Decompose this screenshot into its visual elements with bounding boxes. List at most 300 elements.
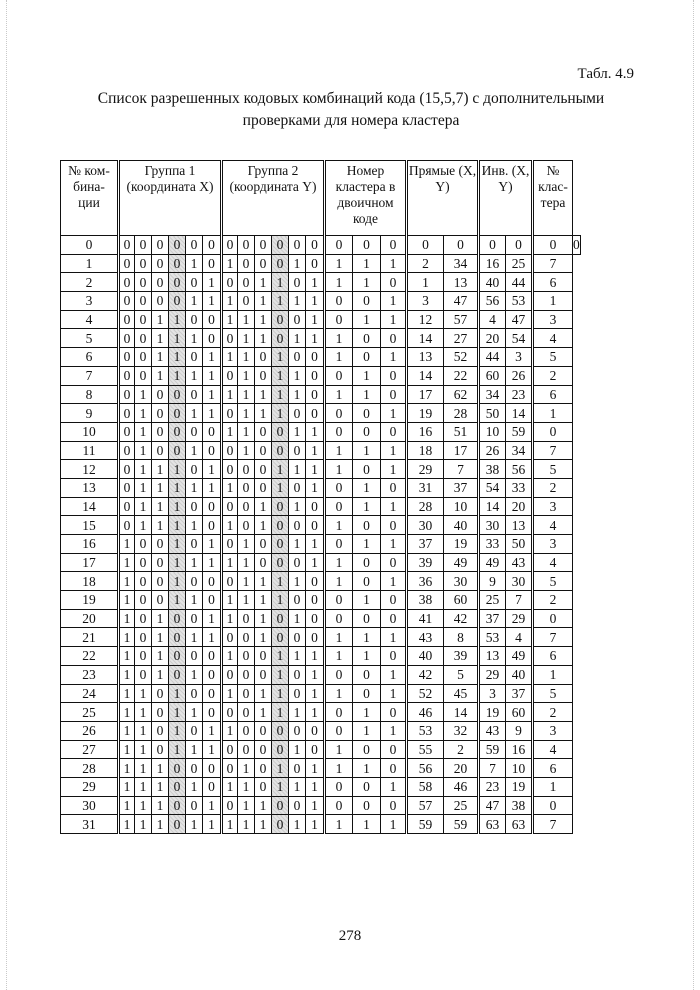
cell-g1-bit-4: 1 <box>169 684 186 703</box>
cell-cluster-bit-1: 1 <box>325 628 353 647</box>
cell-cluster-bit-2: 1 <box>353 647 381 666</box>
cell-direct-x: 57 <box>407 796 444 815</box>
cell-g2-bit-1: 0 <box>222 796 238 815</box>
cell-combination-number: 5 <box>61 329 119 348</box>
cell-direct-x: 55 <box>407 740 444 759</box>
cell-g1-bit-6: 1 <box>203 273 222 292</box>
cell-g2-bit-1: 0 <box>222 740 238 759</box>
cell-inverse-y: 63 <box>506 815 533 834</box>
cell-g1-bit-5: 0 <box>186 348 203 367</box>
cell-inverse-x: 4 <box>479 310 506 329</box>
cell-combination-number: 19 <box>61 591 119 610</box>
cell-g1-bit-3: 1 <box>152 366 169 385</box>
cell-g1-bit-6: 1 <box>203 740 222 759</box>
cell-g2-bit-2: 1 <box>238 591 255 610</box>
cell-cluster-bit-2: 1 <box>353 310 381 329</box>
cell-g2-bit-6: 1 <box>306 703 325 722</box>
cell-inverse-y: 14 <box>506 404 533 423</box>
table-row <box>61 366 581 385</box>
cell-g2-bit-3: 1 <box>255 609 272 628</box>
cell-g2-bit-5: 1 <box>289 329 306 348</box>
cell-g1-bit-2: 1 <box>135 441 152 460</box>
cell-cluster-number: 5 <box>533 572 573 591</box>
cell-inverse-x: 60 <box>479 366 506 385</box>
cell-direct-y: 42 <box>444 609 479 628</box>
cell-cluster-bit-1: 0 <box>325 310 353 329</box>
cell-cluster-bit-1: 0 <box>325 422 353 441</box>
cell-inverse-y: 0 <box>506 236 533 255</box>
cell-cluster-bit-3: 0 <box>381 385 407 404</box>
cell-cluster-number: 6 <box>533 647 573 666</box>
cell-g1-bit-6: 0 <box>203 497 222 516</box>
cell-direct-x: 19 <box>407 404 444 423</box>
cell-g1-bit-6: 1 <box>203 478 222 497</box>
cell-direct-x: 39 <box>407 553 444 572</box>
cell-combination-number: 29 <box>61 777 119 796</box>
cell-g1-bit-3: 1 <box>152 460 169 479</box>
cell-g1-bit-1: 1 <box>119 628 135 647</box>
cell-inverse-y: 43 <box>506 553 533 572</box>
cell-g2-bit-4: 0 <box>272 815 289 834</box>
cell-inverse-y: 26 <box>506 366 533 385</box>
table-row <box>61 329 581 348</box>
cell-g2-bit-3: 1 <box>255 572 272 591</box>
cell-g2-bit-4: 0 <box>272 516 289 535</box>
cell-direct-y: 51 <box>444 422 479 441</box>
cell-g2-bit-5: 1 <box>289 385 306 404</box>
cell-g1-bit-1: 0 <box>119 254 135 273</box>
table-row <box>61 348 581 367</box>
cell-inverse-x: 14 <box>479 497 506 516</box>
cell-g2-bit-6: 1 <box>306 310 325 329</box>
cell-cluster-bit-3: 0 <box>381 609 407 628</box>
table-number: Табл. 4.9 <box>577 66 634 82</box>
cell-combination-number: 15 <box>61 516 119 535</box>
cell-g1-bit-1: 0 <box>119 292 135 311</box>
cell-cluster-bit-2: 0 <box>353 553 381 572</box>
cell-direct-x: 1 <box>407 273 444 292</box>
cell-inverse-x: 19 <box>479 703 506 722</box>
cell-combination-number: 25 <box>61 703 119 722</box>
cell-inverse-x: 23 <box>479 777 506 796</box>
cell-g2-bit-2: 0 <box>238 628 255 647</box>
table-row <box>61 310 581 329</box>
cell-inverse-y: 40 <box>506 665 533 684</box>
cell-direct-y: 60 <box>444 591 479 610</box>
cell-g2-bit-5: 0 <box>289 441 306 460</box>
cell-g1-bit-6: 1 <box>203 348 222 367</box>
cell-cluster-bit-1: 0 <box>325 404 353 423</box>
cell-inverse-x: 59 <box>479 740 506 759</box>
cell-g2-bit-4: 0 <box>272 497 289 516</box>
cell-g1-bit-3: 1 <box>152 516 169 535</box>
cell-inverse-y: 10 <box>506 759 533 778</box>
cell-direct-y: 25 <box>444 796 479 815</box>
cell-inverse-y: 54 <box>506 329 533 348</box>
cell-g1-bit-5: 0 <box>186 796 203 815</box>
cell-g2-bit-5: 0 <box>289 348 306 367</box>
cell-g1-bit-6: 0 <box>203 647 222 666</box>
cell-inverse-y: 59 <box>506 422 533 441</box>
cell-g1-bit-5: 1 <box>186 591 203 610</box>
cell-direct-x: 38 <box>407 591 444 610</box>
cell-g1-bit-1: 0 <box>119 516 135 535</box>
cell-g2-bit-1: 1 <box>222 348 238 367</box>
cell-cluster-bit-3: 0 <box>381 516 407 535</box>
cell-g2-bit-4: 1 <box>272 684 289 703</box>
cell-g2-bit-2: 0 <box>238 478 255 497</box>
cell-g2-bit-2: 0 <box>238 273 255 292</box>
cell-direct-y: 37 <box>444 478 479 497</box>
cell-g2-bit-5: 0 <box>289 478 306 497</box>
cell-combination-number: 0 <box>61 236 119 255</box>
cell-cluster-number: 4 <box>533 553 573 572</box>
cell-g1-bit-2: 1 <box>135 777 152 796</box>
cell-g1-bit-6: 0 <box>203 310 222 329</box>
cell-g2-bit-6: 1 <box>306 292 325 311</box>
cell-g2-bit-4: 0 <box>272 441 289 460</box>
cell-g2-bit-1: 0 <box>222 572 238 591</box>
cell-g1-bit-6: 0 <box>203 703 222 722</box>
cell-direct-y: 22 <box>444 366 479 385</box>
table-row <box>61 609 581 628</box>
cell-g1-bit-1: 1 <box>119 796 135 815</box>
cell-cluster-number: 7 <box>533 254 573 273</box>
cell-g1-bit-1: 1 <box>119 740 135 759</box>
cell-cluster-bit-3: 0 <box>381 236 407 255</box>
table-row <box>61 553 581 572</box>
cell-g2-bit-6: 0 <box>306 366 325 385</box>
cell-g2-bit-6: 1 <box>306 478 325 497</box>
cell-g2-bit-6: 1 <box>306 684 325 703</box>
cell-g2-bit-5: 0 <box>289 310 306 329</box>
cell-cluster-bit-2: 0 <box>353 740 381 759</box>
cell-g1-bit-6: 0 <box>203 684 222 703</box>
cell-inverse-y: 47 <box>506 310 533 329</box>
cell-g2-bit-5: 0 <box>289 684 306 703</box>
cell-combination-number: 26 <box>61 721 119 740</box>
cell-g1-bit-6: 1 <box>203 385 222 404</box>
cell-cluster-bit-1: 1 <box>325 348 353 367</box>
cell-cluster-bit-3: 1 <box>381 404 407 423</box>
cell-g1-bit-6: 1 <box>203 366 222 385</box>
cell-g1-bit-6: 0 <box>203 759 222 778</box>
cell-g2-bit-4: 1 <box>272 366 289 385</box>
cell-g2-bit-6: 1 <box>306 815 325 834</box>
cell-combination-number: 7 <box>61 366 119 385</box>
cell-inverse-x: 9 <box>479 572 506 591</box>
cell-g2-bit-2: 1 <box>238 404 255 423</box>
cell-g2-bit-5: 0 <box>289 628 306 647</box>
cell-g1-bit-2: 1 <box>135 740 152 759</box>
cell-inverse-x: 63 <box>479 815 506 834</box>
cell-cluster-number: 3 <box>533 721 573 740</box>
cell-g1-bit-1: 0 <box>119 366 135 385</box>
cell-g1-bit-2: 1 <box>135 721 152 740</box>
cell-cluster-bit-1: 1 <box>325 441 353 460</box>
cell-g2-bit-3: 0 <box>255 777 272 796</box>
cell-g2-bit-2: 0 <box>238 721 255 740</box>
cell-g2-bit-6: 1 <box>306 796 325 815</box>
cell-inverse-x: 37 <box>479 609 506 628</box>
cell-combination-number: 21 <box>61 628 119 647</box>
cell-g2-bit-2: 1 <box>238 441 255 460</box>
cell-g2-bit-3: 1 <box>255 684 272 703</box>
cell-cluster-number: 4 <box>533 516 573 535</box>
cell-g2-bit-6: 1 <box>306 553 325 572</box>
cell-g1-bit-4: 1 <box>169 348 186 367</box>
cell-g1-bit-5: 1 <box>186 404 203 423</box>
cell-inverse-y: 33 <box>506 478 533 497</box>
cell-cluster-number: 5 <box>533 348 573 367</box>
cell-inverse-x: 13 <box>479 647 506 666</box>
cell-direct-x: 12 <box>407 310 444 329</box>
cell-g2-bit-3: 0 <box>255 665 272 684</box>
cell-direct-x: 59 <box>407 815 444 834</box>
cell-g1-bit-5: 1 <box>186 516 203 535</box>
cell-g1-bit-2: 0 <box>135 535 152 554</box>
cell-inverse-x: 54 <box>479 478 506 497</box>
cell-g1-bit-3: 1 <box>152 609 169 628</box>
cell-cluster-bit-2: 1 <box>353 759 381 778</box>
cell-cluster-bit-3: 0 <box>381 273 407 292</box>
cell-combination-number: 2 <box>61 273 119 292</box>
cell-cluster-bit-2: 1 <box>353 591 381 610</box>
cell-direct-x: 41 <box>407 609 444 628</box>
cell-g2-bit-5: 0 <box>289 759 306 778</box>
cell-cluster-bit-3: 0 <box>381 329 407 348</box>
cell-g2-bit-3: 1 <box>255 385 272 404</box>
cell-g1-bit-4: 1 <box>169 310 186 329</box>
cell-cluster-bit-2: 0 <box>353 796 381 815</box>
cell-g2-bit-1: 1 <box>222 684 238 703</box>
cell-g1-bit-2: 0 <box>135 329 152 348</box>
cell-g2-bit-2: 0 <box>238 516 255 535</box>
cell-direct-x: 56 <box>407 759 444 778</box>
cell-inverse-y: 44 <box>506 273 533 292</box>
scan-edge-right <box>693 0 694 990</box>
cell-direct-x: 52 <box>407 684 444 703</box>
cell-g1-bit-6: 0 <box>203 777 222 796</box>
cell-g1-bit-6: 1 <box>203 535 222 554</box>
cell-g2-bit-2: 1 <box>238 366 255 385</box>
caption-line-2: проверками для номера кластера <box>242 112 460 129</box>
cell-inverse-y: 56 <box>506 460 533 479</box>
cell-g1-bit-4: 1 <box>169 478 186 497</box>
cell-g2-bit-2: 1 <box>238 535 255 554</box>
cell-g2-bit-1: 1 <box>222 422 238 441</box>
cell-g1-bit-5: 0 <box>186 609 203 628</box>
cell-g1-bit-3: 0 <box>152 721 169 740</box>
cell-g1-bit-5: 0 <box>186 273 203 292</box>
cell-direct-x: 17 <box>407 385 444 404</box>
cell-cluster-bit-2: 1 <box>353 273 381 292</box>
cell-inverse-x: 33 <box>479 535 506 554</box>
cell-g1-bit-3: 0 <box>152 254 169 273</box>
table-row <box>61 497 581 516</box>
cell-inverse-x: 26 <box>479 441 506 460</box>
cell-g1-bit-1: 1 <box>119 609 135 628</box>
cell-g1-bit-3: 1 <box>152 759 169 778</box>
cell-g1-bit-2: 0 <box>135 665 152 684</box>
cell-direct-y: 46 <box>444 777 479 796</box>
cell-cluster-number: 5 <box>533 460 573 479</box>
cell-cluster-bit-2: 1 <box>353 478 381 497</box>
cell-g2-bit-2: 0 <box>238 497 255 516</box>
cell-g1-bit-5: 0 <box>186 759 203 778</box>
cell-cluster-bit-3: 1 <box>381 777 407 796</box>
cell-cluster-bit-1: 1 <box>325 647 353 666</box>
cell-cluster-number: 7 <box>533 628 573 647</box>
cell-cluster-bit-1: 1 <box>325 572 353 591</box>
cell-g2-bit-6: 0 <box>306 348 325 367</box>
cell-cluster-bit-3: 1 <box>381 310 407 329</box>
cell-cluster-bit-1: 0 <box>325 665 353 684</box>
cell-g1-bit-4: 1 <box>169 329 186 348</box>
cell-g1-bit-6: 0 <box>203 329 222 348</box>
cell-g2-bit-6: 1 <box>306 329 325 348</box>
cell-g2-bit-2: 1 <box>238 815 255 834</box>
cell-g1-bit-6: 0 <box>203 254 222 273</box>
cell-g1-bit-2: 0 <box>135 348 152 367</box>
cell-g1-bit-5: 0 <box>186 647 203 666</box>
cell-cluster-number: 0 <box>533 796 573 815</box>
cell-cluster-bit-3: 0 <box>381 703 407 722</box>
cell-g2-bit-4: 0 <box>272 236 289 255</box>
cell-g1-bit-1: 1 <box>119 553 135 572</box>
cell-g2-bit-2: 0 <box>238 740 255 759</box>
cell-cluster-number: 2 <box>533 591 573 610</box>
cell-g1-bit-5: 1 <box>186 740 203 759</box>
cell-g1-bit-4: 1 <box>169 721 186 740</box>
cell-g2-bit-3: 1 <box>255 292 272 311</box>
cell-combination-number: 20 <box>61 609 119 628</box>
cell-g1-bit-4: 1 <box>169 591 186 610</box>
cell-g2-bit-6: 0 <box>306 628 325 647</box>
cell-inverse-y: 20 <box>506 497 533 516</box>
cell-cluster-bit-2: 1 <box>353 254 381 273</box>
cell-g2-bit-5: 1 <box>289 815 306 834</box>
cell-cluster-bit-1: 1 <box>325 684 353 703</box>
cell-cluster-number: 1 <box>533 404 573 423</box>
cell-direct-y: 45 <box>444 684 479 703</box>
cell-g1-bit-6: 1 <box>203 796 222 815</box>
cell-g1-bit-4: 0 <box>169 236 186 255</box>
cell-g2-bit-6: 1 <box>306 535 325 554</box>
cell-g1-bit-1: 0 <box>119 404 135 423</box>
cell-g2-bit-1: 0 <box>222 366 238 385</box>
cell-g1-bit-2: 1 <box>135 422 152 441</box>
cell-g2-bit-2: 0 <box>238 236 255 255</box>
cell-g1-bit-6: 0 <box>203 591 222 610</box>
cell-cluster-bit-2: 0 <box>353 572 381 591</box>
caption-line-1: Список разрешенных кодовых комбинаций кода (15,5,7) с дополнительными <box>97 90 605 107</box>
cell-g2-bit-6: 1 <box>306 647 325 666</box>
cell-g1-bit-4: 1 <box>169 366 186 385</box>
cell-g2-bit-4: 1 <box>272 665 289 684</box>
cell-g2-bit-6: 0 <box>306 254 325 273</box>
table-row <box>61 422 581 441</box>
cell-g1-bit-4: 1 <box>169 460 186 479</box>
cell-combination-number: 10 <box>61 422 119 441</box>
cell-inverse-y: 53 <box>506 292 533 311</box>
cell-direct-y: 40 <box>444 516 479 535</box>
cell-cluster-bit-3: 1 <box>381 665 407 684</box>
cell-cluster-bit-1: 1 <box>325 553 353 572</box>
cell-g2-bit-4: 0 <box>272 535 289 554</box>
cell-g2-bit-5: 1 <box>289 422 306 441</box>
cell-g1-bit-6: 1 <box>203 609 222 628</box>
cell-combination-number: 16 <box>61 535 119 554</box>
cell-inverse-x: 38 <box>479 460 506 479</box>
cell-g2-bit-5: 1 <box>289 740 306 759</box>
cell-g2-bit-2: 1 <box>238 553 255 572</box>
cell-g1-bit-1: 1 <box>119 535 135 554</box>
cell-direct-x: 42 <box>407 665 444 684</box>
cell-g2-bit-2: 0 <box>238 292 255 311</box>
cell-cluster-number: 3 <box>533 497 573 516</box>
cell-g1-bit-6: 1 <box>203 721 222 740</box>
cell-g1-bit-1: 0 <box>119 422 135 441</box>
cell-g2-bit-4: 0 <box>272 628 289 647</box>
cell-cluster-bit-1: 1 <box>325 254 353 273</box>
cell-cluster-number: 2 <box>533 703 573 722</box>
cell-g2-bit-1: 1 <box>222 516 238 535</box>
cell-g2-bit-3: 0 <box>255 721 272 740</box>
table-caption <box>60 88 642 132</box>
cell-g1-bit-1: 0 <box>119 348 135 367</box>
cell-direct-y: 59 <box>444 815 479 834</box>
cell-g2-bit-3: 0 <box>255 478 272 497</box>
cell-g2-bit-6: 0 <box>306 572 325 591</box>
cell-g2-bit-5: 1 <box>289 497 306 516</box>
cell-g1-bit-2: 0 <box>135 591 152 610</box>
cell-cluster-bit-3: 1 <box>381 684 407 703</box>
cell-g1-bit-3: 1 <box>152 815 169 834</box>
cell-g2-bit-4: 1 <box>272 385 289 404</box>
cell-g1-bit-5: 1 <box>186 366 203 385</box>
cell-cluster-bit-3: 1 <box>381 460 407 479</box>
cell-cluster-bit-2: 1 <box>353 385 381 404</box>
cell-direct-y: 17 <box>444 441 479 460</box>
cell-g2-bit-6: 0 <box>306 516 325 535</box>
table-row <box>61 516 581 535</box>
cell-combination-number: 14 <box>61 497 119 516</box>
cell-combination-number: 18 <box>61 572 119 591</box>
cell-inverse-x: 44 <box>479 348 506 367</box>
cell-g2-bit-1: 1 <box>222 553 238 572</box>
cell-cluster-number: 2 <box>533 366 573 385</box>
cell-direct-y: 34 <box>444 254 479 273</box>
table-row <box>61 236 581 255</box>
cell-cluster-number: 1 <box>533 777 573 796</box>
header-inverse-xy: Инв. (X, Y) <box>479 161 533 236</box>
cell-g1-bit-3: 0 <box>152 591 169 610</box>
cell-g1-bit-3: 0 <box>152 703 169 722</box>
cell-combination-number: 31 <box>61 815 119 834</box>
cell-direct-y: 20 <box>444 759 479 778</box>
cell-g2-bit-2: 0 <box>238 684 255 703</box>
cell-g2-bit-4: 0 <box>272 721 289 740</box>
cell-g1-bit-4: 0 <box>169 628 186 647</box>
cell-g1-bit-3: 0 <box>152 385 169 404</box>
cell-cluster-number: 2 <box>533 478 573 497</box>
cell-g1-bit-2: 1 <box>135 759 152 778</box>
cell-cluster-bit-1: 0 <box>325 777 353 796</box>
cell-g1-bit-2: 1 <box>135 385 152 404</box>
cell-direct-y: 39 <box>444 647 479 666</box>
cell-g2-bit-3: 1 <box>255 703 272 722</box>
